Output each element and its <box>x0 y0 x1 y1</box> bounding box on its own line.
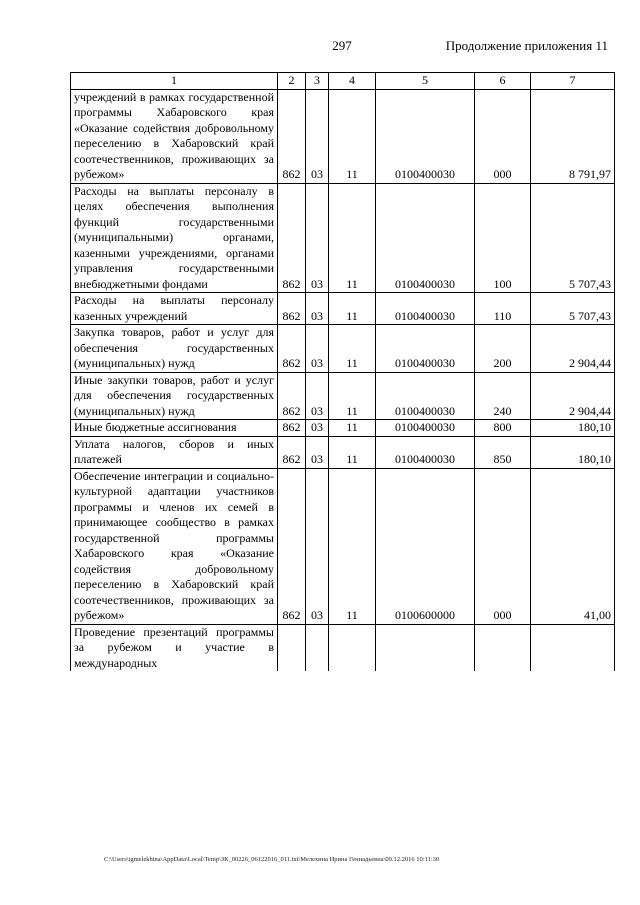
row-subsection: 11 <box>329 436 376 468</box>
table-row <box>71 436 615 468</box>
row-expense-type: 240 <box>475 372 531 420</box>
row-subsection: 11 <box>329 89 376 183</box>
row-name: Закупка товаров, работ и услуг для обеспечения государственных (муниципальных) нужд <box>71 325 278 373</box>
row-target: 0100400030 <box>376 436 475 468</box>
table-row <box>71 325 615 373</box>
footer-file-path: C:\Users\igmelekhina\AppData\Local\Temp\ЗК_00226_06122016_011.txt\Мелехина Ирина Геннадьевна\09.12.2016 10:11:30 <box>104 856 440 863</box>
row-amount: 5 707,43 <box>531 183 615 293</box>
row-subsection: 11 <box>329 420 376 437</box>
row-amount: 180,10 <box>531 436 615 468</box>
column-header-subsection: 4 <box>329 73 376 90</box>
row-section: 03 <box>306 420 329 437</box>
row-section: 03 <box>306 372 329 420</box>
row-subsection: 11 <box>329 372 376 420</box>
table-row <box>71 420 615 437</box>
table-row <box>71 468 615 624</box>
row-ministry: 862 <box>278 293 306 325</box>
row-amount: 2 904,44 <box>531 325 615 373</box>
row-name: Уплата налогов, сборов и иных платежей <box>71 436 278 468</box>
row-ministry: 862 <box>278 183 306 293</box>
row-subsection: 11 <box>329 325 376 373</box>
column-header-amount: 7 <box>531 73 615 90</box>
row-section: 03 <box>306 325 329 373</box>
row-expense-type: 100 <box>475 183 531 293</box>
row-expense-type: 000 <box>475 89 531 183</box>
row-section: 03 <box>306 468 329 624</box>
row-name: Расходы на выплаты персоналу казенных учреждений <box>71 293 278 325</box>
row-ministry <box>278 624 306 671</box>
row-expense-type: 200 <box>475 325 531 373</box>
row-expense-type: 110 <box>475 293 531 325</box>
row-name: Иные закупки товаров, работ и услуг для обеспечения государственных (муниципальных) нужд <box>71 372 278 420</box>
row-amount: 8 791,97 <box>531 89 615 183</box>
row-subsection <box>329 624 376 671</box>
row-section: 03 <box>306 293 329 325</box>
row-name: Расходы на выплаты персоналу в целях обеспечения выполнения функций государственными (муниципальными) органами, казенными учреждениями, органами управления государственными внебюджетными фондами <box>71 183 278 293</box>
column-header-expense-type: 6 <box>475 73 531 90</box>
row-ministry: 862 <box>278 436 306 468</box>
row-amount <box>531 624 615 671</box>
row-expense-type: 850 <box>475 436 531 468</box>
row-section <box>306 624 329 671</box>
row-amount: 41,00 <box>531 468 615 624</box>
table-header-row <box>71 73 615 90</box>
row-target: 0100400030 <box>376 183 475 293</box>
row-expense-type: 800 <box>475 420 531 437</box>
table-row <box>71 293 615 325</box>
row-ministry: 862 <box>278 325 306 373</box>
row-target: 0100400030 <box>376 372 475 420</box>
row-amount: 5 707,43 <box>531 293 615 325</box>
table-row <box>71 183 615 293</box>
row-ministry: 862 <box>278 89 306 183</box>
table-row <box>71 89 615 183</box>
row-target: 0100400030 <box>376 325 475 373</box>
row-amount: 180,10 <box>531 420 615 437</box>
row-ministry: 862 <box>278 420 306 437</box>
row-subsection: 11 <box>329 293 376 325</box>
column-header-target: 5 <box>376 73 475 90</box>
row-ministry: 862 <box>278 468 306 624</box>
row-section: 03 <box>306 89 329 183</box>
table-row <box>71 372 615 420</box>
row-target: 0100400030 <box>376 420 475 437</box>
row-ministry: 862 <box>278 372 306 420</box>
column-header-name: 1 <box>71 73 278 90</box>
column-header-section: 3 <box>306 73 329 90</box>
row-target <box>376 624 475 671</box>
page-number: 297 <box>332 38 352 53</box>
column-header-ministry: 2 <box>278 73 306 90</box>
row-amount: 2 904,44 <box>531 372 615 420</box>
budget-table <box>70 72 615 671</box>
row-section: 03 <box>306 436 329 468</box>
row-name: учреждений в рамках государственной программы Хабаровского края «Оказание содействия добровольному переселению в Хабаровский край соотечественников, проживающих за рубежом» <box>71 89 278 183</box>
continuation-note: Продолжение приложения 11 <box>445 38 608 53</box>
row-target: 0100400030 <box>376 89 475 183</box>
row-name: Обеспечение интеграции и социально-культурной адаптации участников программы и членов их семей в принимающее сообщество в рамках государственной программы Хабаровского края «Оказание содействия добровольному переселению в Хабаровский край соотечественников, проживающих за рубежом» <box>71 468 278 624</box>
table-row <box>71 624 615 671</box>
row-expense-type: 000 <box>475 468 531 624</box>
row-section: 03 <box>306 183 329 293</box>
row-target: 0100400030 <box>376 293 475 325</box>
row-subsection: 11 <box>329 183 376 293</box>
row-name: Иные бюджетные ассигнования <box>71 420 278 437</box>
row-target: 0100600000 <box>376 468 475 624</box>
row-name: Проведение презентаций программы за рубежом и участие в международных <box>71 624 278 671</box>
row-subsection: 11 <box>329 468 376 624</box>
row-expense-type <box>475 624 531 671</box>
